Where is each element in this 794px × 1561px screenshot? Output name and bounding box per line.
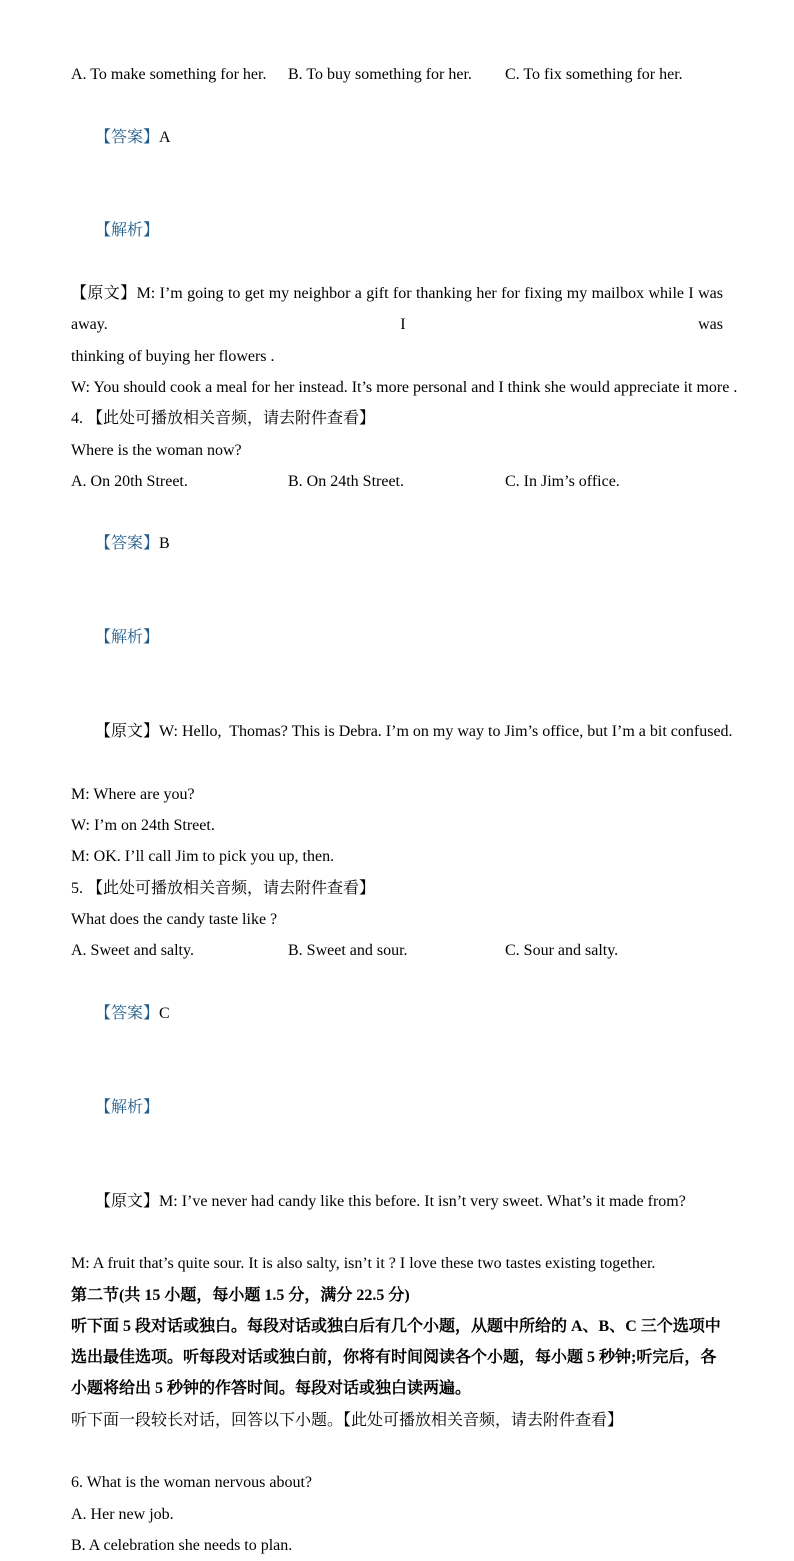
q5-options-row — [71, 935, 723, 966]
q3-option-c: C. To fix something for her. — [505, 66, 683, 83]
q6-option-b: B. A celebration she needs to plan. — [71, 1536, 293, 1554]
q3-options-row — [71, 59, 723, 90]
q4-answer-value: B — [159, 535, 170, 553]
q4-source-label: 【原文】 — [95, 723, 160, 741]
q5-source-label: 【原文】 — [95, 1192, 160, 1210]
q4-answer-label: 【答案】 — [95, 535, 160, 553]
q4-options-row — [71, 466, 723, 497]
q3-transcript-line-1 — [71, 278, 723, 341]
q3-option-a: A. To make something for her. — [71, 66, 267, 83]
q3-source-label: 【原文】 — [71, 285, 137, 303]
q5-option-c: C. Sour and salty. — [505, 942, 619, 960]
section2-instructions-line-2: 选出最佳选项。听每段对话或独白前，你将有时间阅读各个小题，每小题 5 秒钟;听完后，各 — [71, 1349, 717, 1367]
q3-analysis-line — [71, 184, 723, 278]
q5-transcript-m1-text: M: I’ve never had candy like this before. It isn’t very sweet. What’s it made from? — [159, 1192, 686, 1210]
q5-answer-label: 【答案】 — [95, 1004, 160, 1022]
blank-line — [71, 1436, 723, 1467]
q5-analysis-label: 【解析】 — [95, 1098, 160, 1116]
q4-analysis-line — [71, 591, 723, 685]
q4-analysis-label: 【解析】 — [95, 629, 160, 647]
q5-analysis-line — [71, 1061, 723, 1155]
q4-option-c: C. In Jim’s office. — [505, 472, 620, 490]
section2-instructions-line-3: 小题将给出 5 秒钟的作答时间。每段对话或独白读两遍。 — [71, 1380, 472, 1398]
q3-answer-value: A — [159, 128, 171, 146]
q4-transcript-w2: W: I’m on 24th Street. — [71, 817, 215, 835]
q5-audio-note: 5. 【此处可播放相关音频，请去附件查看】 — [71, 879, 376, 897]
document-content — [71, 59, 738, 1561]
q5-answer-value: C — [159, 1004, 170, 1022]
q3-transcript-m: M: I’m going to get my neighbor a gift for thanking her for fixing my mailbox while I was away. I was — [71, 285, 723, 334]
q5-option-b: B. Sweet and sour. — [288, 942, 408, 960]
q4-transcript-m1: M: Where are you? — [71, 785, 195, 803]
q4-transcript-m2: M: OK. I’ll call Jim to pick you up, then. — [71, 848, 335, 866]
q5-question: What does the candy taste like ? — [71, 911, 278, 929]
section2-instructions-line-1: 听下面 5 段对话或独白。每段对话或独白后有几个小题，从题中所给的 A、B、C 三个选项中 — [71, 1317, 721, 1335]
q3-analysis-label: 【解析】 — [95, 222, 160, 240]
q4-audio-note: 4. 【此处可播放相关音频，请去附件查看】 — [71, 410, 376, 428]
q4-transcript-w1 — [71, 685, 733, 779]
q5-transcript-m2: M: A fruit that’s quite sour. It is also salty, isn’t it ? I love these two tastes existing together. — [71, 1255, 656, 1273]
section2-heading: 第二节(共 15 小题，每小题 1.5 分，满分 22.5 分) — [71, 1286, 410, 1304]
q5-transcript-m1 — [71, 1154, 723, 1248]
q3-option-b: B. To buy something for her. — [288, 66, 472, 83]
q3-transcript-w: W: You should cook a meal for her instead. It’s more personal and I think she would appreciate it more . — [71, 378, 738, 396]
q5-option-a: A. Sweet and salty. — [71, 942, 194, 960]
q4-option-a: A. On 20th Street. — [71, 472, 188, 490]
q3-answer-label: 【答案】 — [95, 128, 160, 146]
section2-listen-note: 听下面一段较长对话，回答以下小题。【此处可播放相关音频，请去附件查看】 — [71, 1411, 624, 1429]
q6-question: 6. What is the woman nervous about? — [71, 1474, 312, 1492]
q3-answer-line — [71, 90, 723, 184]
q6-option-a: A. Her new job. — [71, 1505, 174, 1523]
q4-transcript-w1-text: W: Hello, Thomas? This is Debra. I’m on my way to Jim’s office, but I’m a bit confused. — [159, 723, 733, 741]
q4-answer-line — [71, 497, 723, 591]
q4-option-b: B. On 24th Street. — [288, 472, 404, 490]
q4-question: Where is the woman now? — [71, 441, 242, 459]
q3-transcript-line-2: thinking of buying her flowers . — [71, 347, 275, 365]
q5-answer-line — [71, 967, 723, 1061]
